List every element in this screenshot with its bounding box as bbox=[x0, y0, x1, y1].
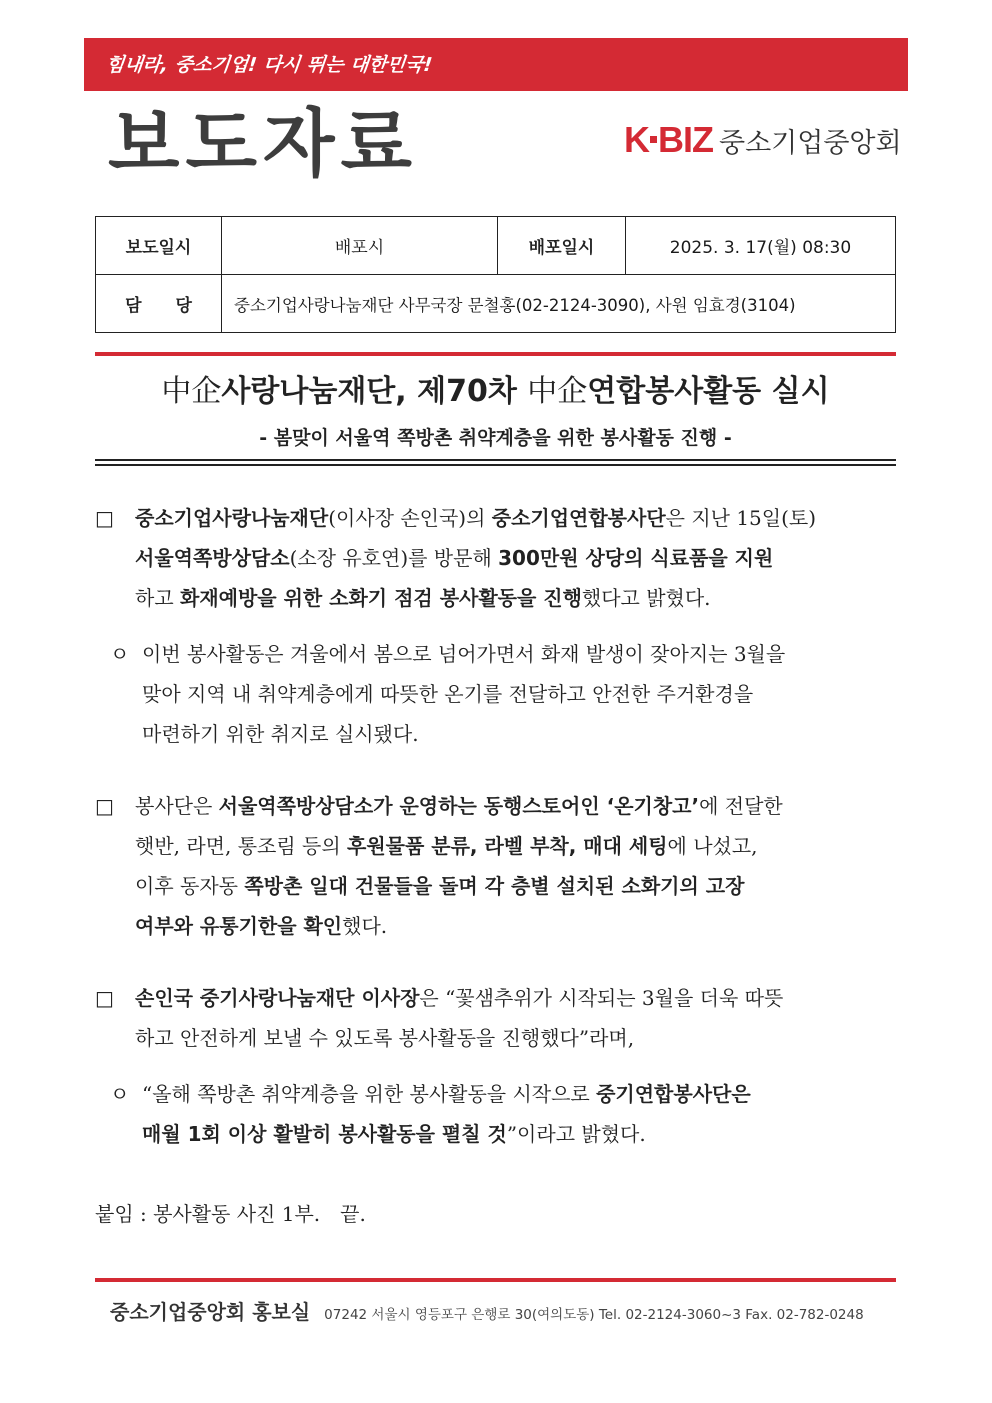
footer-rule bbox=[95, 1278, 896, 1282]
slogan-text: 힘내라, 중소기업! 다시 뛰는 대한민국! bbox=[104, 54, 434, 76]
footer-dept: 중소기업중앙회 홍보실 bbox=[110, 1300, 311, 1324]
paragraph-2: □ 봉사단은 서울역쪽방상담소가 운영하는 동행스토어인 ‘온기창고’에 전달한 햇반, 라면, 통조림 등의 후원물품 분류, 라벨 부착, 매대 세팅에 나섰고, 이후 동자동 쪽방촌 일대 건물들을 돌며 각 층별 설치된 소화기의 고장 여부와 유통기한을 확인했다. bbox=[95, 794, 783, 938]
paragraph-3: □ 손인국 중기사랑나눔재단 이사장은 “꽃샘추위가 시작되는 3월을 더욱 따뜻 하고 안전하게 보낼 수 있도록 봉사활동을 진행했다”라며, bbox=[95, 986, 784, 1050]
kbiz-logo bbox=[624, 120, 902, 160]
slogan-banner bbox=[84, 38, 908, 91]
paragraph-1: □ 중소기업사랑나눔재단(이사장 손인국)의 중소기업연합봉사단은 지난 15일(토) 서울역쪽방상담소(소장 유호연)를 방문해 300만원 상당의 식료품을 지원 하고 화재예방을 위한 소화기 점검 봉사활동을 진행했다고 밝혔다. bbox=[95, 506, 817, 610]
distribution-value: 2025. 3. 17(월) 08:30 bbox=[626, 217, 896, 275]
logo-org-name: 중소기업중앙회 bbox=[719, 127, 902, 159]
contact-label: 담 당 bbox=[96, 275, 222, 333]
double-rule-bottom bbox=[95, 464, 896, 466]
headline: 中企사랑나눔재단, 제70차 中企연합봉사활동 실시 bbox=[161, 374, 830, 409]
kbiz-wordmark: K BIZ bbox=[624, 119, 713, 160]
distribution-label: 배포일시 bbox=[498, 217, 626, 275]
footer-address: 07242 서울시 영등포구 은행로 30(여의도동) Tel. 02-2124-3060~3 Fax. 02-782-0248 bbox=[324, 1307, 864, 1323]
release-label: 보도일시 bbox=[96, 217, 222, 275]
release-info-table bbox=[95, 216, 896, 333]
contact-value: 중소기업사랑나눔재단 사무국장 문철홍(02-2124-3090), 사원 임효경(3104) bbox=[222, 275, 896, 333]
doc-type-title: 보도자료 bbox=[108, 101, 418, 187]
double-rule-top bbox=[95, 459, 896, 461]
paragraph-1-sub: ㅇ 이번 봉사활동은 겨울에서 봄으로 넘어가면서 화재 발생이 잦아지는 3월을 맞아 지역 내 취약계층에게 따뜻한 온기를 전달하고 안전한 주거환경을 마련하기 위한 취지로 실시됐다. bbox=[110, 642, 786, 746]
headline-top-rule bbox=[95, 352, 896, 356]
paragraph-3-sub: ㅇ “올해 쪽방촌 취약계층을 위한 봉사활동을 시작으로 중기연합봉사단은 매월 1회 이상 활발히 봉사활동을 펼칠 것”이라고 밝혔다. bbox=[110, 1082, 751, 1146]
release-value: 배포시 bbox=[222, 217, 498, 275]
footer bbox=[110, 1296, 864, 1325]
subheadline: - 봄맞이 서울역 쪽방촌 취약계층을 위한 봉사활동 진행 - bbox=[259, 427, 732, 449]
attachment-note: 붙임 : 봉사활동 사진 1부. 끝. bbox=[95, 1202, 366, 1226]
